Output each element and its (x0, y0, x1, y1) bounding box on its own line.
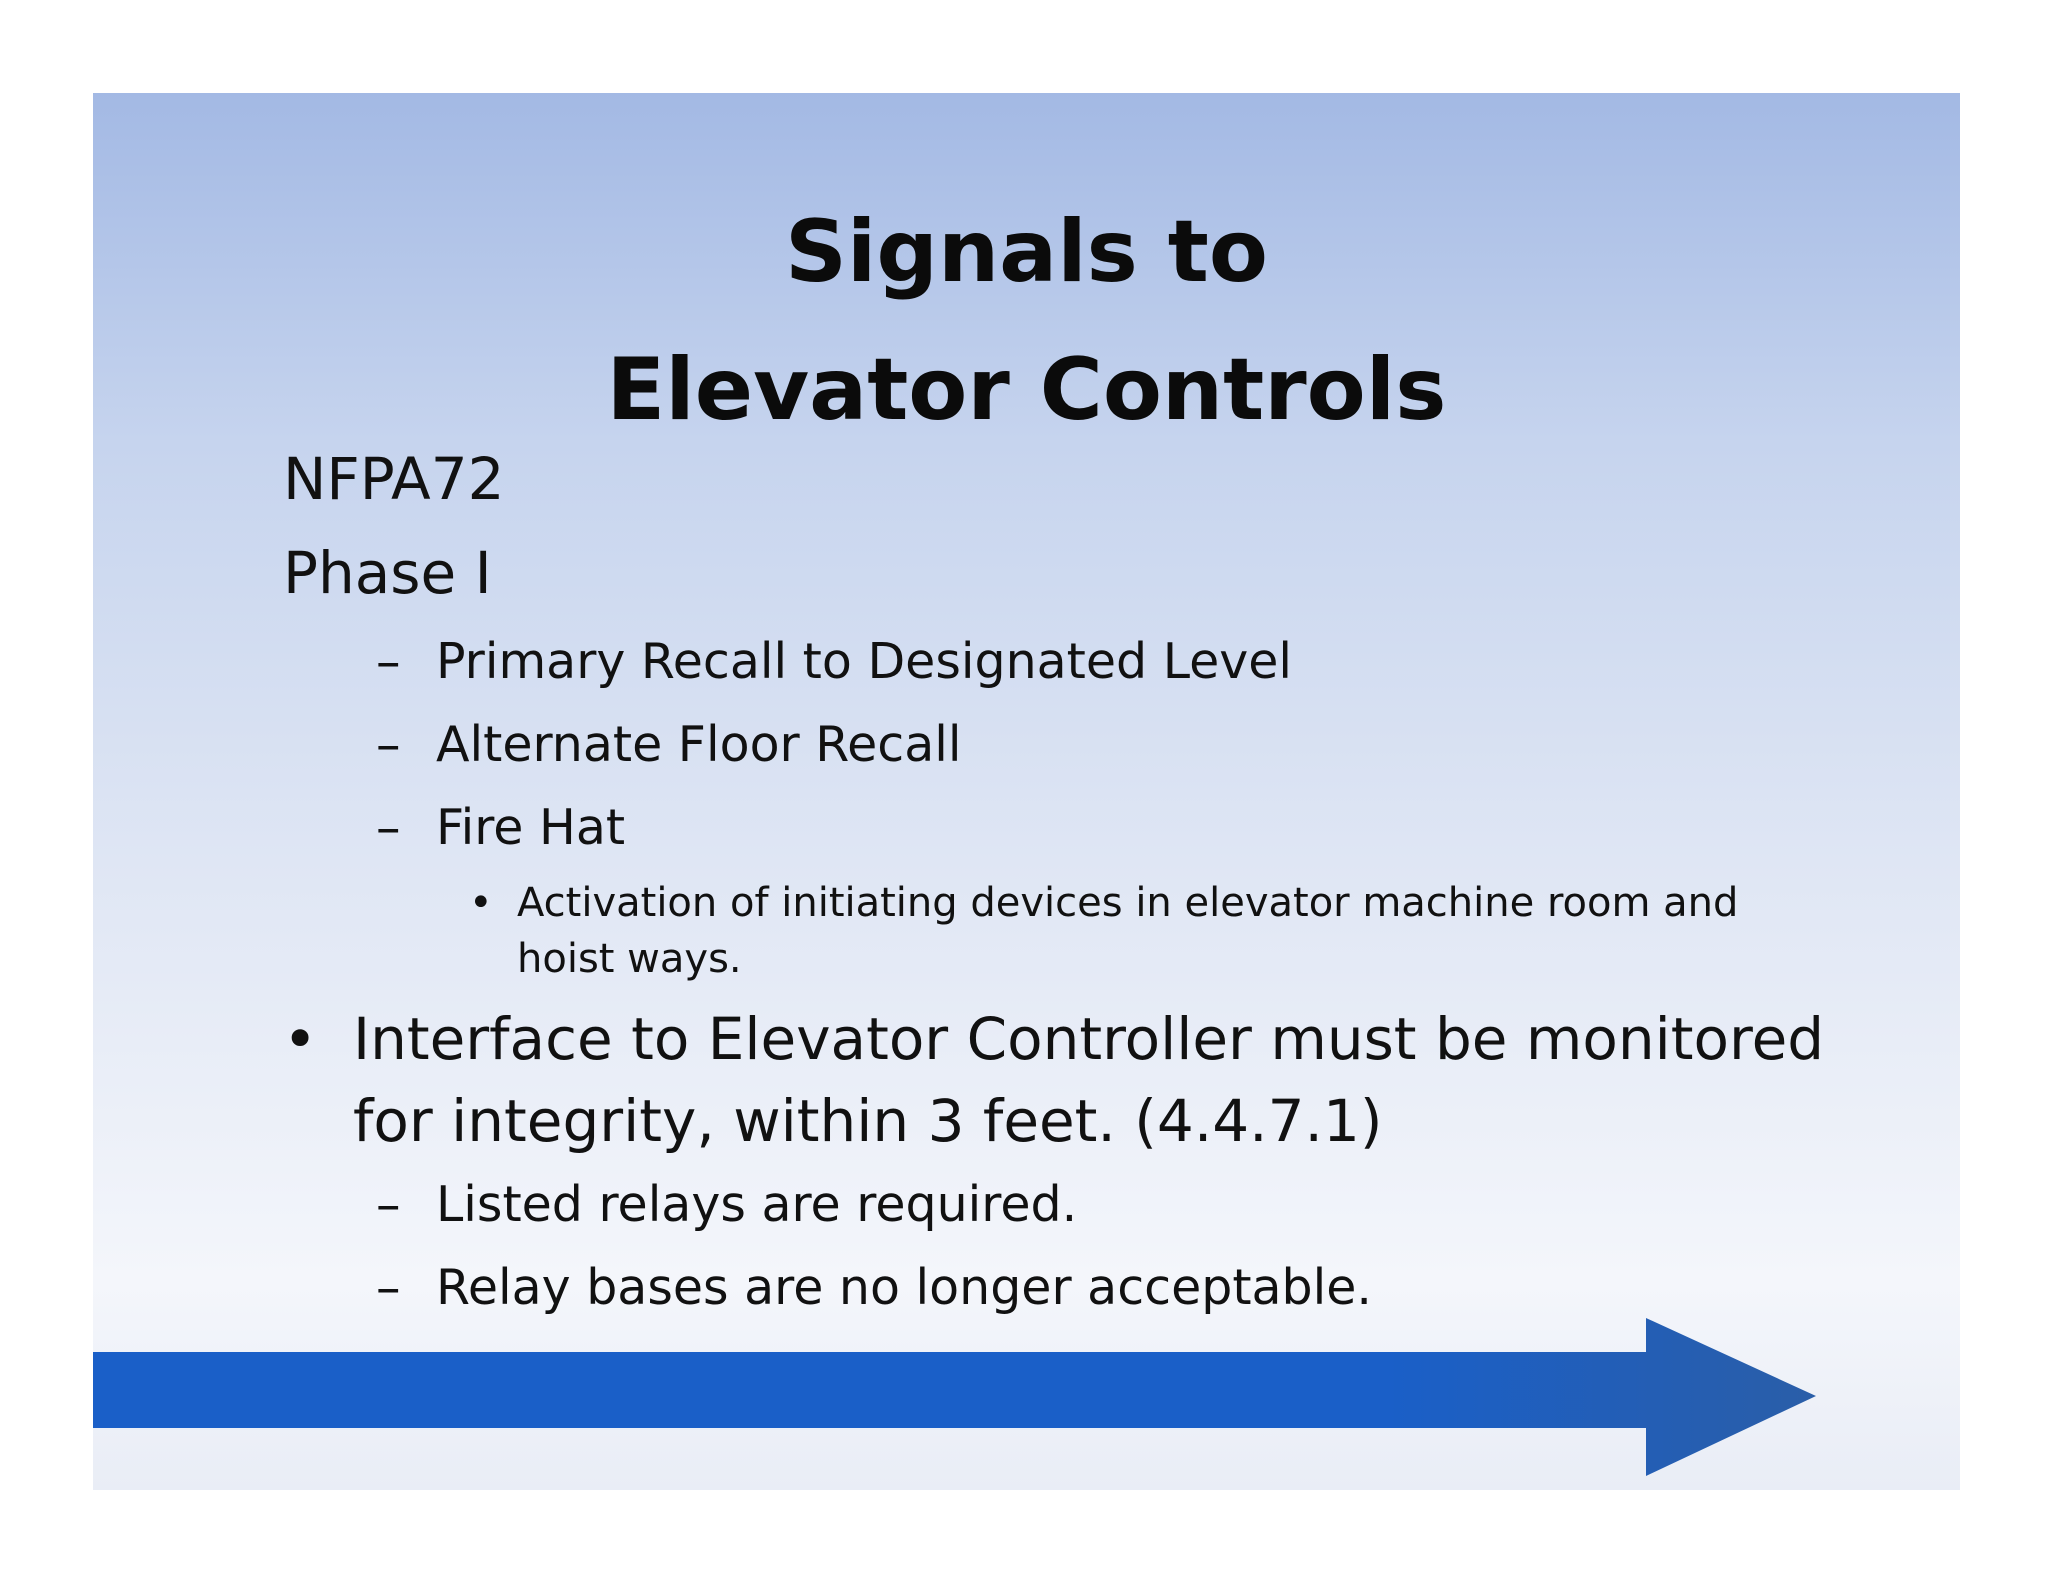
dash-glyph: – (376, 633, 401, 690)
title-line-1: Signals to (784, 202, 1269, 302)
dash-glyph: – (376, 799, 401, 856)
list-item (376, 716, 961, 773)
list-item-text: Fire Hat (436, 799, 626, 856)
dash-glyph: – (376, 716, 401, 773)
arrow-shape (93, 1318, 1816, 1476)
list-item (376, 633, 1292, 690)
list-item-text: Primary Recall to Designated Level (436, 633, 1293, 690)
slide (93, 93, 1960, 1490)
list-item-continuation: hoist ways. (517, 936, 742, 982)
text-nfpa: NFPA72 (283, 445, 505, 513)
list-item-continuation: for integrity, within 3 feet. (4.4.7.1) (353, 1087, 1383, 1155)
dash-glyph: – (376, 1176, 401, 1233)
arrow-graphic (93, 1318, 1823, 1478)
list-item (376, 799, 625, 856)
list-item (376, 1176, 1077, 1233)
slide-title (93, 183, 1960, 459)
list-item (283, 1005, 1824, 1073)
list-item-text: Activation of initiating devices in elevator machine room and (517, 880, 1739, 926)
list-item (469, 880, 1738, 926)
list-item-text: Relay bases are no longer acceptable. (436, 1259, 1373, 1316)
dash-glyph: – (376, 1259, 401, 1316)
list-item-text: Listed relays are required. (436, 1176, 1078, 1233)
text-phase: Phase I (283, 539, 492, 607)
title-line-2: Elevator Controls (606, 340, 1447, 440)
list-item-text: Interface to Elevator Controller must be monitored (353, 1005, 1825, 1073)
list-item-text: Alternate Floor Recall (436, 716, 962, 773)
list-item (376, 1259, 1372, 1316)
bullet-glyph: • (469, 880, 493, 926)
bullet-glyph: • (283, 1005, 318, 1073)
